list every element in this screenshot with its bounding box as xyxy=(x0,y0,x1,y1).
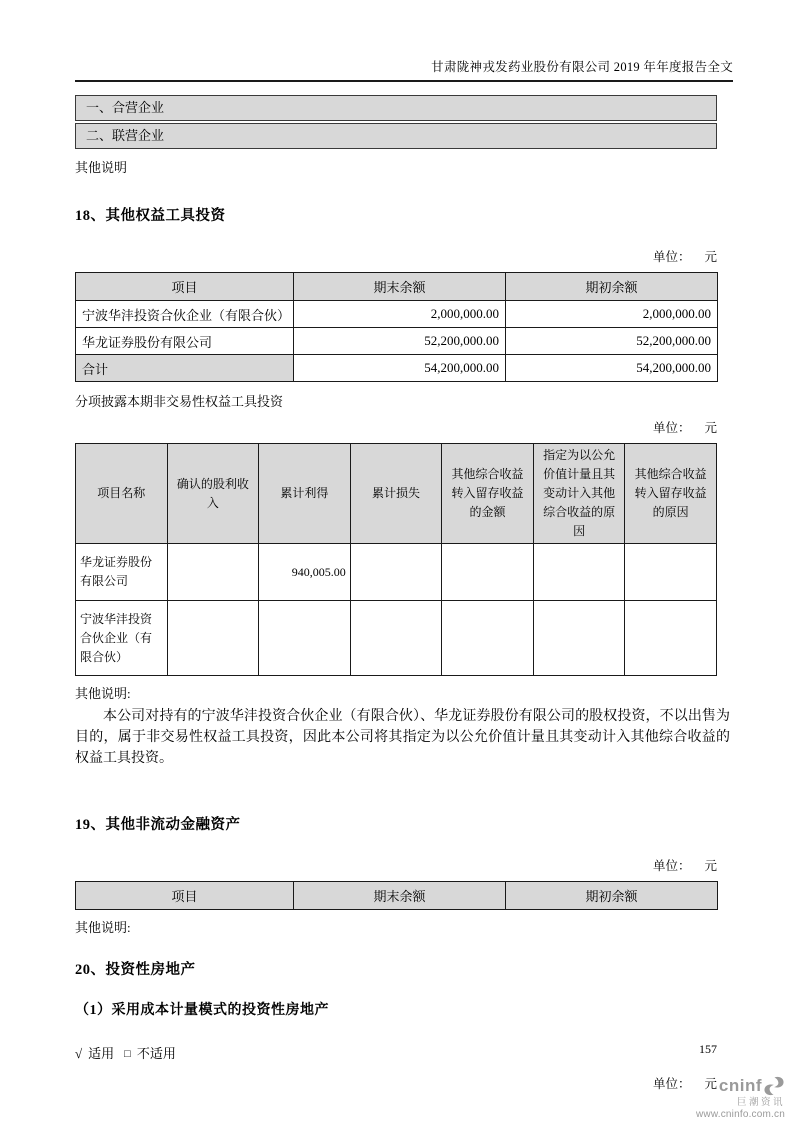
header-cell-project-name: 项目名称 xyxy=(76,444,168,544)
section20-sub-heading: （1）采用成本计量模式的投资性房地产 xyxy=(75,1003,329,1018)
section20-heading: 20、投资性房地产 xyxy=(75,962,196,978)
cell-ending-balance: 2,000,000.00 xyxy=(294,301,506,328)
cninfo-logo xyxy=(696,1076,785,1120)
cell-accumulated-gain xyxy=(259,601,351,676)
header-cell-accumulated-loss: 累计损失 xyxy=(350,444,442,544)
section19-heading: 19、其他非流动金融资产 xyxy=(75,817,241,833)
cell-ending-balance: 52,200,000.00 xyxy=(294,328,506,355)
cell-accumulated-loss xyxy=(350,544,442,601)
detail-header-row xyxy=(76,444,717,544)
header-cell-designation-reason: 指定为以公允价值计量且其变动计入其他综合收益的原因 xyxy=(533,444,625,544)
header-cell-item: 项目 xyxy=(76,882,294,910)
cell-accumulated-gain: 940,005.00 xyxy=(259,544,351,601)
cell-accumulated-loss xyxy=(350,601,442,676)
cell-designation-reason xyxy=(533,601,625,676)
cninfo-url: www.cninfo.com.cn xyxy=(696,1109,785,1120)
section20-unit-line xyxy=(0,1074,717,1092)
unit-label: 单位： xyxy=(652,1077,691,1091)
cell-oci-to-retained xyxy=(442,544,534,601)
cell-dividend-income xyxy=(167,601,259,676)
table-row xyxy=(76,601,717,676)
page-header xyxy=(75,0,733,82)
table-header-row xyxy=(76,882,718,910)
cell-dividend-income xyxy=(167,544,259,601)
cell-item: 宁波华沣投资合伙企业（有限合伙） xyxy=(76,301,294,328)
summary-header-row xyxy=(76,273,718,301)
header-cell-ending-balance: 期末余额 xyxy=(294,882,506,910)
cell-beginning-balance: 52,200,000.00 xyxy=(506,328,718,355)
unit-label: 单位： xyxy=(652,250,691,264)
header-cell-transfer-reason: 其他综合收益转入留存收益的原因 xyxy=(625,444,717,544)
row-joint-ventures xyxy=(75,95,717,121)
detail-unit-line xyxy=(0,418,717,436)
cell-transfer-reason xyxy=(625,601,717,676)
section19-other-note-label: 其他说明: xyxy=(75,920,131,935)
unit-value: 元 xyxy=(704,250,717,264)
check-mark-applicable: √ xyxy=(75,1046,83,1061)
header-cell-beginning-balance: 期初余额 xyxy=(506,882,718,910)
page-number: 157 xyxy=(699,1042,717,1056)
checkbox-not-applicable: □ xyxy=(124,1048,131,1060)
cninfo-chinese-name: 巨潮资讯 xyxy=(736,1097,785,1108)
unit-value: 元 xyxy=(704,1077,717,1091)
prior-other-note: 其他说明 xyxy=(75,160,128,175)
unit-label: 单位： xyxy=(652,421,691,435)
cell-total-ending: 54,200,000.00 xyxy=(294,355,506,382)
detail-table-caption: 分项披露本期非交易性权益工具投资 xyxy=(75,394,284,409)
header-cell-beginning-balance: 期初余额 xyxy=(506,273,718,301)
row-associates xyxy=(75,123,717,149)
section18-other-note-label: 其他说明: xyxy=(75,686,131,701)
cell-project-name: 宁波华沣投资合伙企业（有限合伙） xyxy=(76,601,168,676)
table-row xyxy=(76,544,717,601)
unit-label: 单位： xyxy=(652,859,691,873)
cell-transfer-reason xyxy=(625,544,717,601)
applicability-line xyxy=(75,1043,793,1062)
applicable-label: 适用 xyxy=(88,1046,115,1061)
equity-investment-summary-table xyxy=(75,272,718,382)
header-cell-item: 项目 xyxy=(76,273,294,301)
section19-unit-line xyxy=(0,856,717,874)
cell-total-beginning: 54,200,000.00 xyxy=(506,355,718,382)
total-row xyxy=(76,355,718,382)
cell-designation-reason xyxy=(533,544,625,601)
table-row xyxy=(76,301,718,328)
unit-value: 元 xyxy=(704,421,717,435)
cninfo-brand-text: cninf xyxy=(718,1076,762,1095)
prior-section-table xyxy=(75,95,717,149)
header-cell-oci-to-retained: 其他综合收益转入留存收益的金额 xyxy=(442,444,534,544)
cell-beginning-balance: 2,000,000.00 xyxy=(506,301,718,328)
non-trading-equity-detail-table xyxy=(75,443,717,676)
header-cell-dividend-income: 确认的股利收入 xyxy=(167,444,259,544)
table-row xyxy=(76,328,718,355)
cell-total-label: 合计 xyxy=(76,355,294,382)
not-applicable-label: 不适用 xyxy=(136,1046,176,1061)
cell-oci-to-retained xyxy=(442,601,534,676)
section18-heading: 18、其他权益工具投资 xyxy=(75,208,226,224)
cell-project-name: 华龙证券股份有限公司 xyxy=(76,544,168,601)
header-cell-accumulated-gain: 累计利得 xyxy=(259,444,351,544)
header-cell-ending-balance: 期末余额 xyxy=(294,273,506,301)
row-joint-ventures-label: 一、合营企业 xyxy=(86,100,165,115)
cninfo-swirl-icon xyxy=(763,1076,785,1096)
other-noncurrent-assets-table xyxy=(75,881,718,910)
cell-item: 华龙证券股份有限公司 xyxy=(76,328,294,355)
section18-unit-line xyxy=(0,247,717,265)
section18-note-paragraph: 本公司对持有的宁波华沣投资合伙企业（有限合伙）、华龙证券股份有限公司的股权投资，不以出售为目的，属于非交易性权益工具投资，因此本公司将其指定为以公允价值计量且其变动计入其他综合收益的权益工具投资。 xyxy=(75,709,730,766)
report-title: 甘肃陇神戎发药业股份有限公司 2019 年年度报告全文 xyxy=(431,60,733,74)
row-associates-label: 二、联营企业 xyxy=(86,128,165,143)
unit-value: 元 xyxy=(704,859,717,873)
